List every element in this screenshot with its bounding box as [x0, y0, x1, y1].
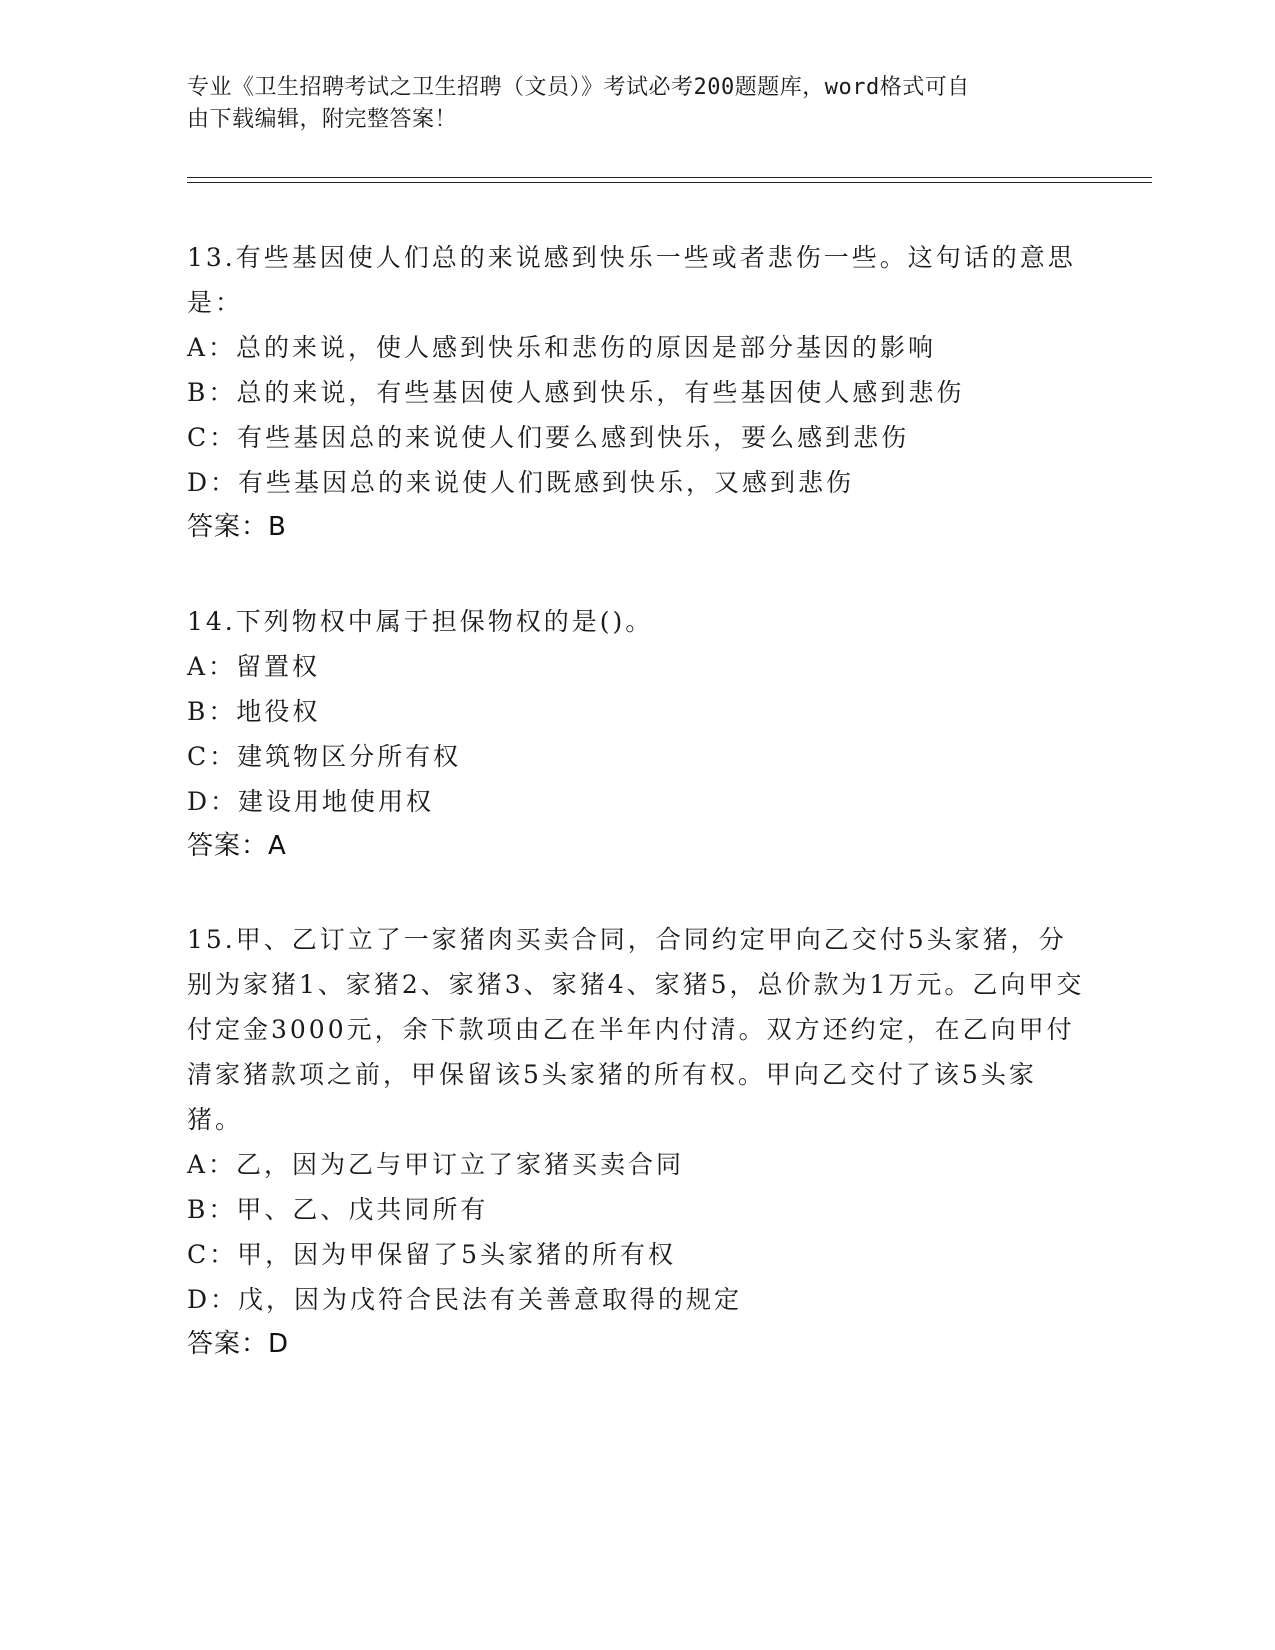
answer-line: 答案：A — [187, 831, 287, 861]
option-b: B：地役权 — [187, 697, 321, 726]
question-13 — [187, 235, 1087, 550]
option-d: D：有些基因总的来说使人们既感到快乐，又感到悲伤 — [187, 468, 855, 497]
document-header — [187, 72, 1067, 136]
option-d: D：戊，因为戊符合民法有关善意取得的规定 — [187, 1285, 743, 1314]
option-b: B：甲、乙、戊共同所有 — [187, 1195, 489, 1224]
option-b: B：总的来说，有些基因使人感到快乐，有些基因使人感到悲伤 — [187, 378, 965, 407]
option-a: A：留置权 — [187, 652, 321, 681]
question-stem: 15.甲、乙订立了一家猪肉买卖合同，合同约定甲向乙交付5头家猪，分别为家猪1、家猪2、家猪3、家猪4、家猪5，总价款为1万元。乙向甲交付定金3000元，余下款项由乙在半年内付清。双方还约定，在乙向甲付清家猪款项之前，甲保留该5头家猪的所有权。甲向乙交付了该5头家猪。 — [187, 925, 1085, 1134]
header-divider-top — [187, 177, 1152, 178]
question-stem: 14.下列物权中属于担保物权的是()。 — [187, 607, 654, 636]
question-15 — [187, 917, 1087, 1367]
answer-line: 答案：B — [187, 512, 287, 542]
question-stem: 13.有些基因使人们总的来说感到快乐一些或者悲伤一些。这句话的意思是： — [187, 243, 1076, 317]
option-c: C：建筑物区分所有权 — [187, 742, 462, 771]
option-a: A：总的来说，使人感到快乐和悲伤的原因是部分基因的影响 — [187, 333, 937, 362]
option-d: D：建设用地使用权 — [187, 787, 435, 816]
answer-line: 答案：D — [187, 1329, 290, 1359]
header-divider-bottom — [187, 182, 1152, 183]
option-c: C：有些基因总的来说使人们要么感到快乐，要么感到悲伤 — [187, 423, 910, 452]
header-line-2: 由下载编辑，附完整答案！ — [187, 107, 458, 132]
option-c: C：甲，因为甲保留了5头家猪的所有权 — [187, 1240, 677, 1269]
question-14 — [187, 599, 1087, 869]
header-line-1: 专业《卫生招聘考试之卫生招聘（文员）》考试必考200题题库，word格式可自 — [187, 75, 970, 100]
option-a: A：乙，因为乙与甲订立了家猪买卖合同 — [187, 1150, 685, 1179]
